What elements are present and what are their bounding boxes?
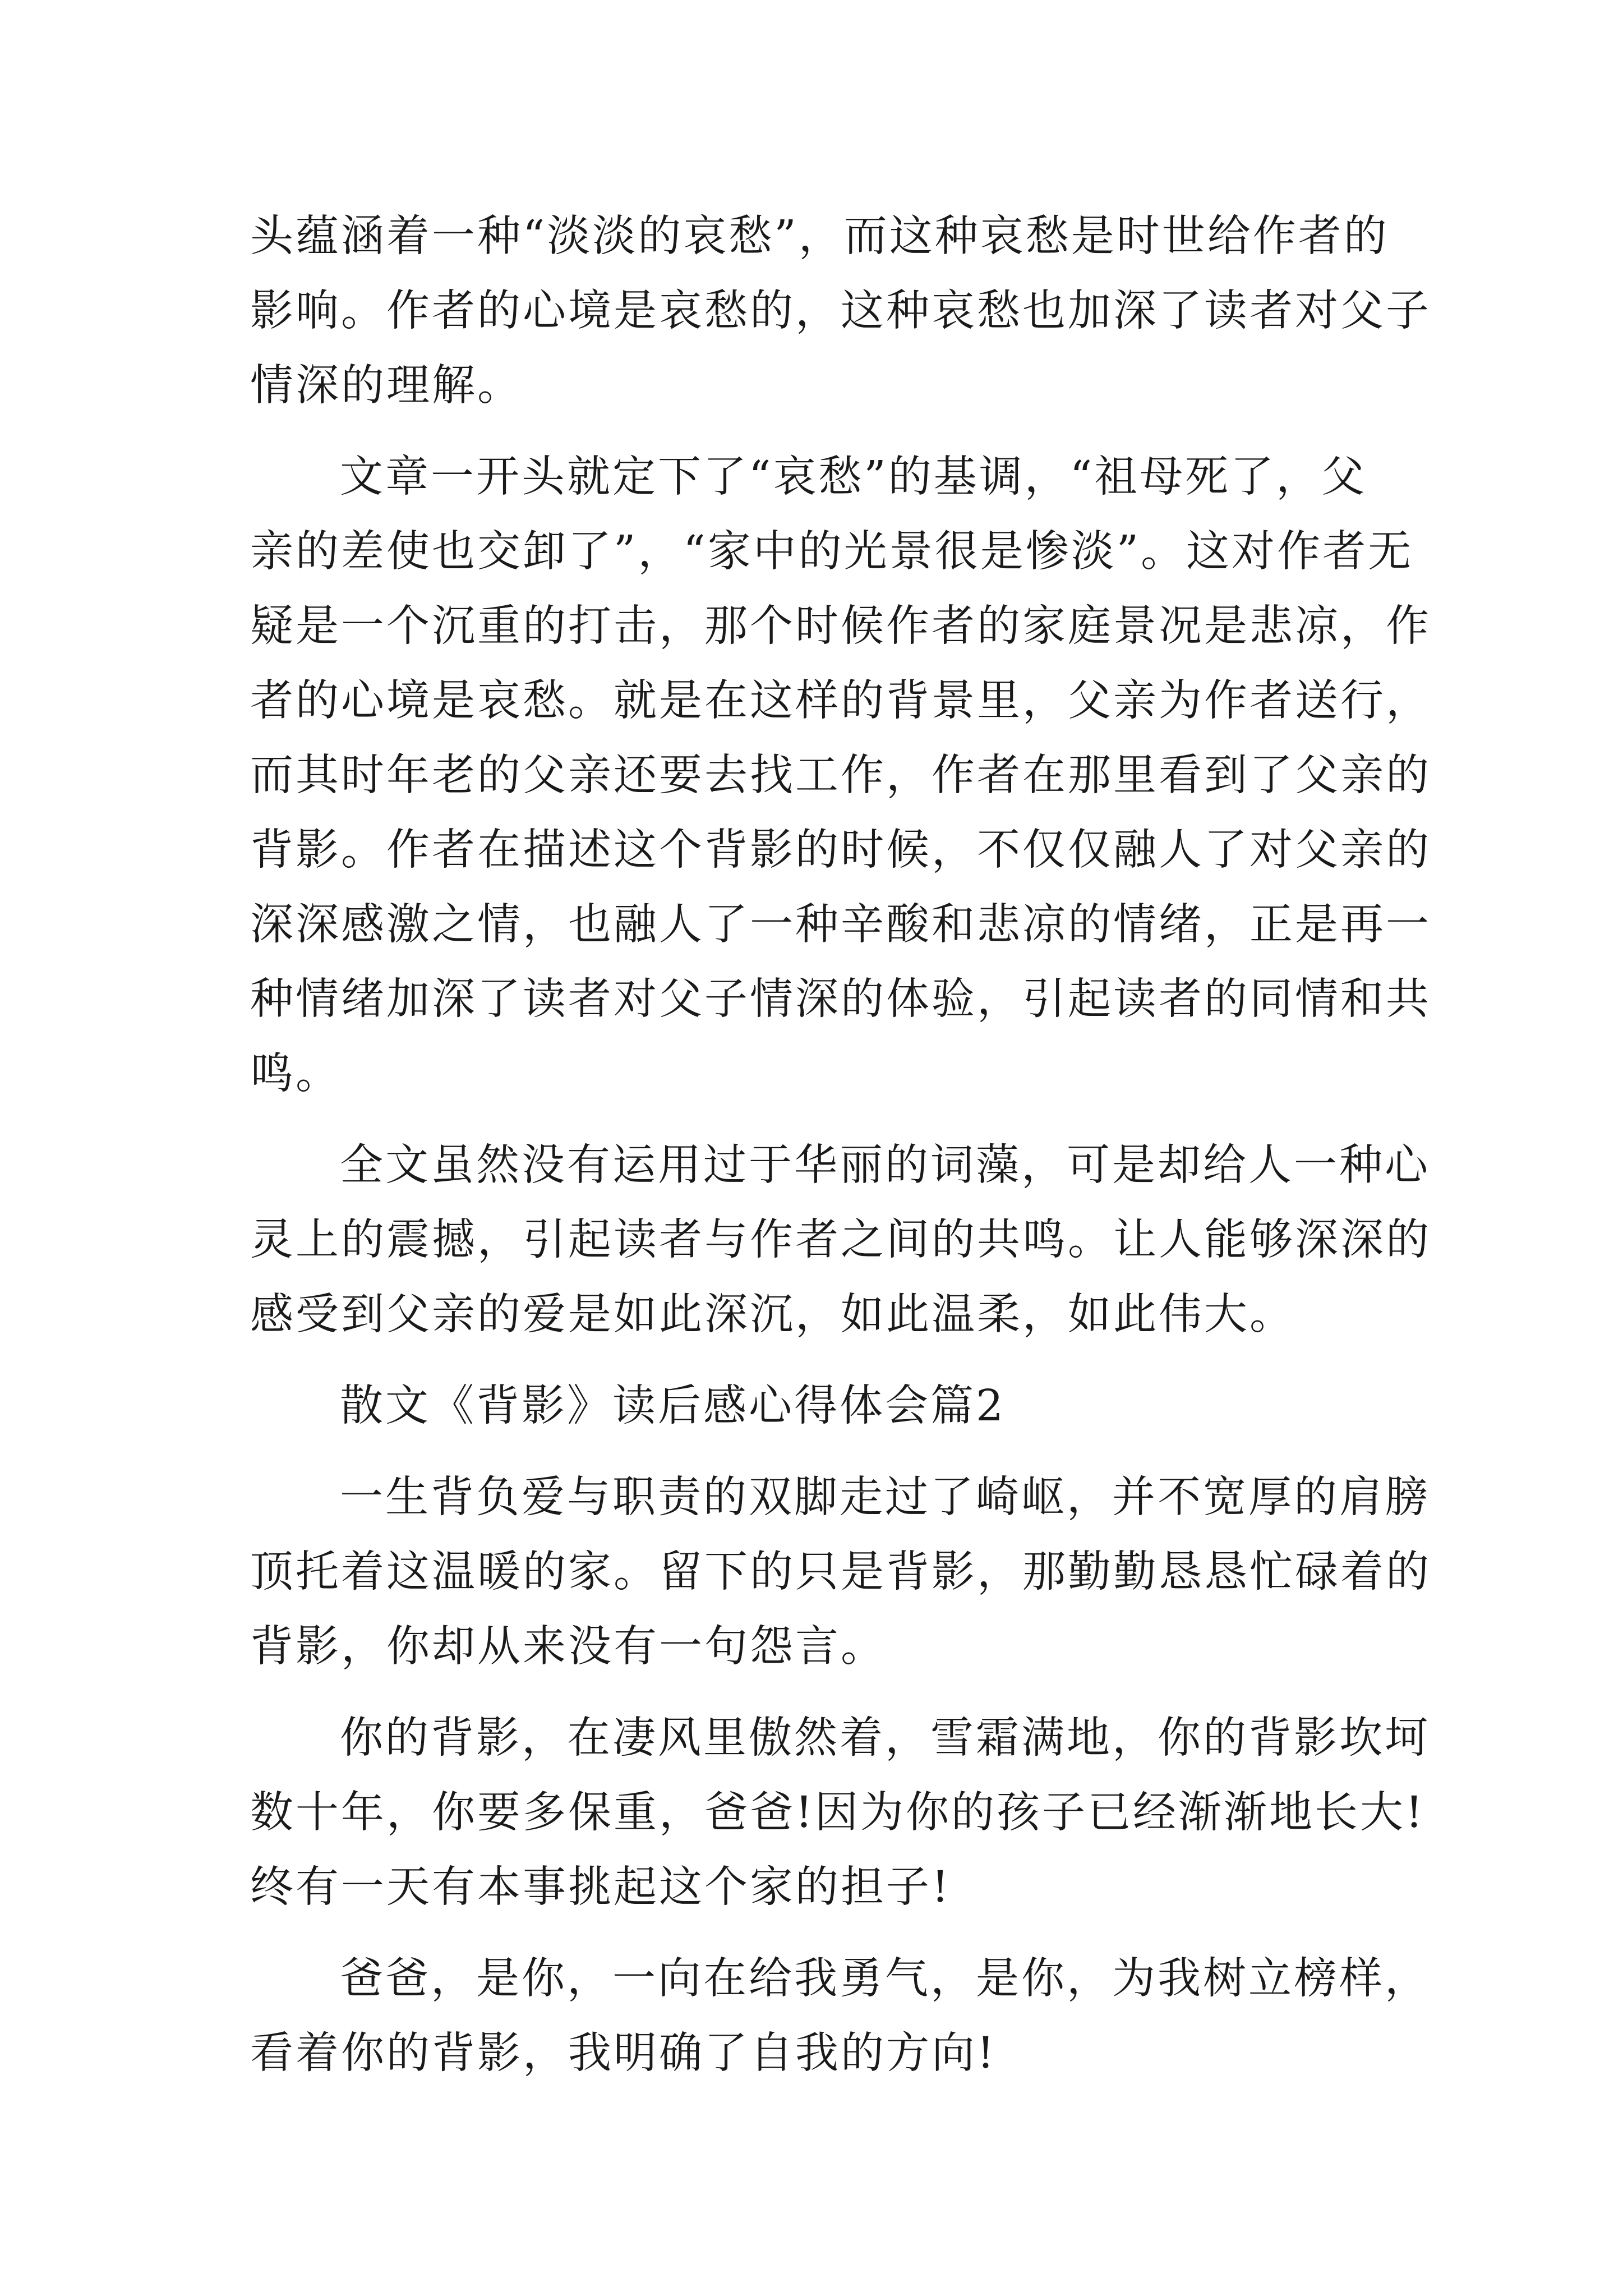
paragraph-2 [250,440,1431,1111]
paragraph-1 [250,199,1431,423]
text-line: 一生背负爱与职责的双脚走过了崎岖，并不宽厚的肩膀 [340,1473,1430,1522]
text-line: 背影，你却从来没有一句怨言。 [250,1622,886,1672]
text-line: 种情绪加深了读者对父子情深的体验，引起读者的同情和共 [250,974,1431,1024]
section-heading [250,1369,1400,1443]
paragraph-5 [250,1701,1430,1925]
text-line: 而其时年老的父亲还要去找工作，作者在那里看到了父亲的 [250,751,1431,800]
text-line: 者的心境是哀愁。就是在这样的背景里，父亲为作者送行， [250,676,1431,726]
text-line: 深深感激之情，也融人了一种辛酸和悲凉的情绪，正是再一 [250,900,1431,950]
text-line: 亲的差使也交卸了”，“家中的光景很是惨淡”。这对作者无 [250,527,1414,577]
text-line: 头蕴涵着一种“淡淡的哀愁”，而这种哀愁是时世给作者的 [250,211,1389,261]
text-line: 爸爸，是你，一向在给我勇气，是你，为我树立榜样， [340,1954,1430,2004]
text-line: 顶托着这温暖的家。留下的只是背影，那勤勤恳恳忙碌着的 [250,1547,1431,1597]
paragraph-6 [250,1941,1430,2091]
paragraph-4 [250,1460,1431,1684]
paragraph-3 [250,1128,1431,1352]
text-line: 情深的理解。 [250,361,523,411]
text-line: 你的背影，在凄风里傲然着，雪霜满地，你的背影坎坷 [340,1713,1430,1763]
text-line: 疑是一个沉重的打击，那个时候作者的家庭景况是悲凉，作 [250,601,1431,651]
heading-text: 散文《背影》读后感心得体会篇2 [340,1381,1006,1431]
text-line: 全文虽然没有运用过于华丽的词藻，可是却给人一种心 [340,1140,1430,1190]
text-line: 鸣。 [250,1049,341,1099]
text-line: 灵上的震撼，引起读者与作者之间的共鸣。让人能够深深的 [250,1215,1431,1265]
text-line: 影响。作者的心境是哀愁的，这种哀愁也加深了读者对父子 [250,286,1431,336]
text-line: 数十年，你要多保重，爸爸!因为你的孩子已经渐渐地长大! [250,1788,1425,1838]
document-body [250,199,1431,2108]
text-line: 看着你的背影，我明确了自我的方向! [250,2028,997,2078]
text-line: 文章一开头就定下了“哀愁”的基调，“祖母死了，父 [340,452,1367,502]
text-line: 背影。作者在描述这个背影的时候，不仅仅融人了对父亲的 [250,825,1431,875]
text-line: 感受到父亲的爱是如此深沉，如此温柔，如此伟大。 [250,1290,1295,1340]
text-line: 终有一天有本事挑起这个家的担子! [250,1862,951,1912]
